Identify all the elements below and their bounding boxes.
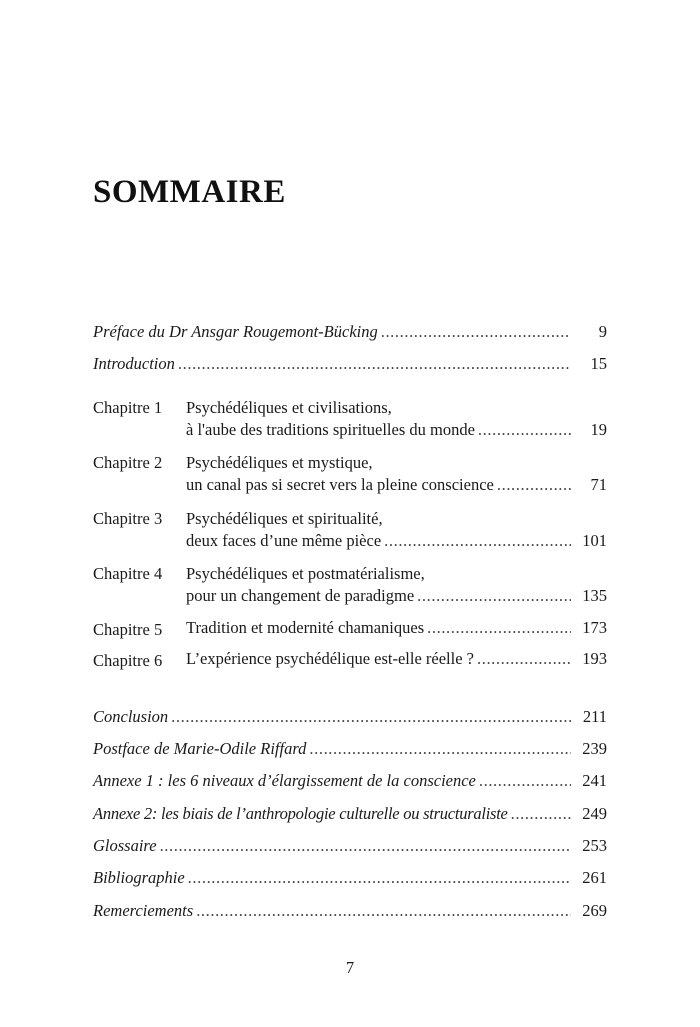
chapter-subtitle: pour un changement de paradigme [186, 586, 415, 605]
dot-leader [381, 320, 571, 344]
dot-leader [511, 802, 571, 826]
toc-entry-label: Annexe 1 : les 6 niveaux d’élargissement de la conscience [93, 771, 476, 790]
chapter-number: Chapitre 3 [93, 509, 163, 528]
dot-leader [196, 899, 571, 923]
toc-entry-remerciements[interactable] [93, 899, 607, 923]
dot-leader [309, 737, 571, 761]
toc-entry-conclusion[interactable] [93, 705, 607, 729]
toc-entry-introduction[interactable] [93, 352, 607, 376]
toc-entry-page: 211 [582, 707, 607, 726]
chapter-title: Psychédéliques et mystique, [186, 453, 373, 472]
toc-entry-page: 9 [598, 322, 607, 341]
chapter-number: Chapitre 6 [93, 651, 163, 670]
toc-entry-page: 253 [582, 836, 607, 855]
toc-entry-label: Annexe 2: les biais de l’anthropologie culturelle ou structuraliste [93, 804, 508, 823]
chapter-subtitle: à l'aube des traditions spirituelles du monde [186, 420, 475, 439]
dot-leader [188, 866, 571, 890]
toc-entry-annexe-2[interactable] [93, 802, 607, 826]
toc-entry-page: 101 [582, 531, 607, 550]
toc-entry-preface[interactable] [93, 320, 607, 344]
chapter-number: Chapitre 2 [93, 453, 163, 472]
dot-leader [171, 705, 571, 729]
toc-entry-page: 15 [590, 354, 607, 373]
chapter-title: L’expérience psychédélique est-elle réelle ? [186, 649, 474, 668]
chapter-title: Psychédéliques et spiritualité, [186, 509, 383, 528]
chapter-subtitle: un canal pas si secret vers la pleine conscience [186, 475, 494, 494]
toc-entry-label: Bibliographie [93, 868, 185, 887]
dot-leader [178, 352, 571, 376]
toc-entry-page: 239 [582, 739, 607, 758]
toc-entry-page: 173 [582, 618, 607, 637]
toc-entry-label: Introduction [93, 354, 175, 373]
dot-leader [479, 769, 571, 793]
toc-entry-page: 135 [582, 586, 607, 605]
toc-entry-label: Conclusion [93, 707, 169, 726]
toc-entry-label: Remerciements [93, 901, 194, 920]
toc-entry-label: Postface de Marie-Odile Riffard [93, 739, 307, 758]
toc-entry-bibliographie[interactable] [93, 866, 607, 890]
page-title: SOMMAIRE [93, 174, 286, 210]
dot-leader [427, 618, 571, 638]
chapter-title: Psychédéliques et civilisations, [186, 398, 392, 417]
toc-entry-annexe-1[interactable] [93, 769, 607, 793]
toc-entry-page: 71 [590, 475, 607, 494]
dot-leader [384, 531, 571, 551]
toc-entry-page: 249 [582, 804, 607, 823]
chapter-title: Tradition et modernité chamaniques [186, 618, 425, 637]
toc-entry-postface[interactable] [93, 737, 607, 761]
dot-leader [478, 420, 571, 440]
dot-leader [160, 834, 571, 858]
chapter-title: Psychédéliques et postmatérialisme, [186, 564, 425, 583]
toc-entry-page: 261 [582, 868, 607, 887]
toc-entry-page: 19 [590, 420, 607, 439]
toc-entry-label: Glossaire [93, 836, 157, 855]
chapter-number: Chapitre 1 [93, 398, 163, 417]
toc-entry-page: 241 [582, 771, 607, 790]
chapter-subtitle: deux faces d’une même pièce [186, 531, 382, 550]
dot-leader [477, 649, 571, 669]
page-number: 7 [345, 958, 355, 977]
dot-leader [417, 586, 571, 606]
dot-leader [497, 475, 571, 495]
toc-entry-page: 193 [582, 649, 607, 668]
toc-entry-label: Préface du Dr Ansgar Rougemont-Bücking [93, 322, 378, 341]
chapter-number: Chapitre 5 [93, 620, 163, 639]
toc-entry-page: 269 [582, 901, 607, 920]
chapter-number: Chapitre 4 [93, 564, 163, 583]
toc-entry-glossaire[interactable] [93, 834, 607, 858]
